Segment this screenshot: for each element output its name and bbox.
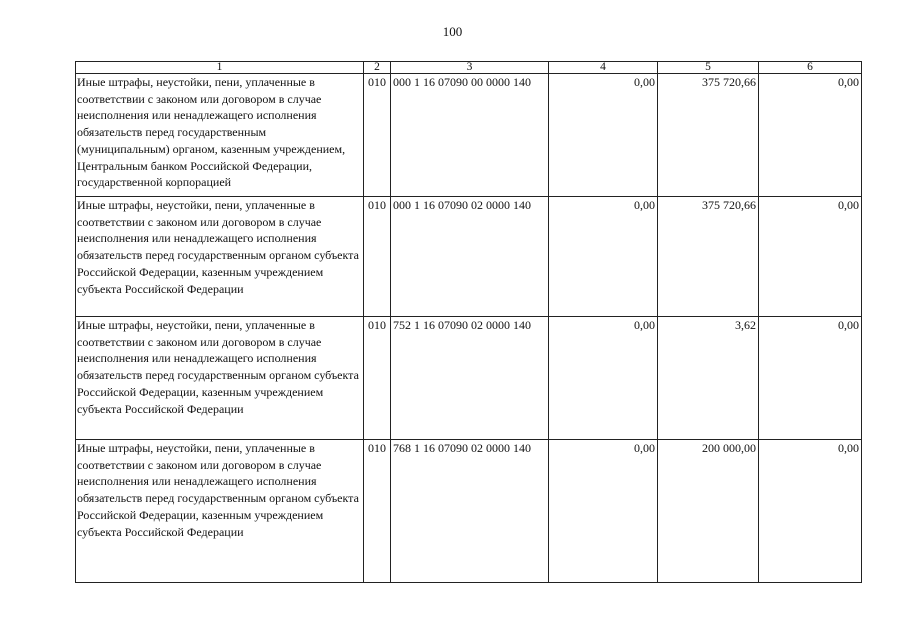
row-income-code: 000 1 16 07090 00 0000 140 <box>391 74 549 197</box>
table-row <box>76 197 862 317</box>
row-value-col6: 0,00 <box>759 440 862 583</box>
row-value-col5: 375 720,66 <box>658 197 759 317</box>
row-value-col5: 200 000,00 <box>658 440 759 583</box>
row-name: Иные штрафы, неустойки, пени, уплаченные в соответствии с законом или договором в случае неисполнения или ненадлежащего исполнения обязательств перед государственным органом субъекта Российской Федерации, казенным учреждением субъекта Российской Федерации <box>76 440 364 583</box>
row-value-col5: 3,62 <box>658 317 759 440</box>
row-income-code: 752 1 16 07090 02 0000 140 <box>391 317 549 440</box>
row-name: Иные штрафы, неустойки, пени, уплаченные в соответствии с законом или договором в случае неисполнения или ненадлежащего исполнения обязательств перед государственным (муниципальным) органом, казенным учреждением, Центральным банком Российской Федерации, государственной корпорацией <box>76 74 364 197</box>
page-number: 100 <box>442 24 463 39</box>
row-name: Иные штрафы, неустойки, пени, уплаченные в соответствии с законом или договором в случае неисполнения или ненадлежащего исполнения обязательств перед государственным органом субъекта Российской Федерации, казенным учреждением субъекта Российской Федерации <box>76 197 364 317</box>
row-value-col6: 0,00 <box>759 317 862 440</box>
row-value-col6: 0,00 <box>759 74 862 197</box>
table-row <box>76 317 862 440</box>
row-value-col4: 0,00 <box>549 74 658 197</box>
row-value-col6: 0,00 <box>759 197 862 317</box>
row-value-col4: 0,00 <box>549 197 658 317</box>
row-line-code: 010 <box>364 440 391 583</box>
column-header-4: 4 <box>549 62 658 74</box>
row-income-code: 000 1 16 07090 02 0000 140 <box>391 197 549 317</box>
row-line-code: 010 <box>364 317 391 440</box>
row-line-code: 010 <box>364 197 391 317</box>
row-value-col5: 375 720,66 <box>658 74 759 197</box>
row-value-col4: 0,00 <box>549 440 658 583</box>
table-header-row <box>76 62 862 74</box>
column-header-6: 6 <box>759 62 862 74</box>
row-value-col4: 0,00 <box>549 317 658 440</box>
table-row <box>76 440 862 583</box>
column-header-1: 1 <box>76 62 364 74</box>
row-income-code: 768 1 16 07090 02 0000 140 <box>391 440 549 583</box>
row-line-code: 010 <box>364 74 391 197</box>
column-header-2: 2 <box>364 62 391 74</box>
column-header-3: 3 <box>391 62 549 74</box>
report-table <box>75 61 862 583</box>
table-row <box>76 74 862 197</box>
column-header-5: 5 <box>658 62 759 74</box>
row-name: Иные штрафы, неустойки, пени, уплаченные в соответствии с законом или договором в случае неисполнения или ненадлежащего исполнения обязательств перед государственным органом субъекта Российской Федерации, казенным учреждением субъекта Российской Федерации <box>76 317 364 440</box>
